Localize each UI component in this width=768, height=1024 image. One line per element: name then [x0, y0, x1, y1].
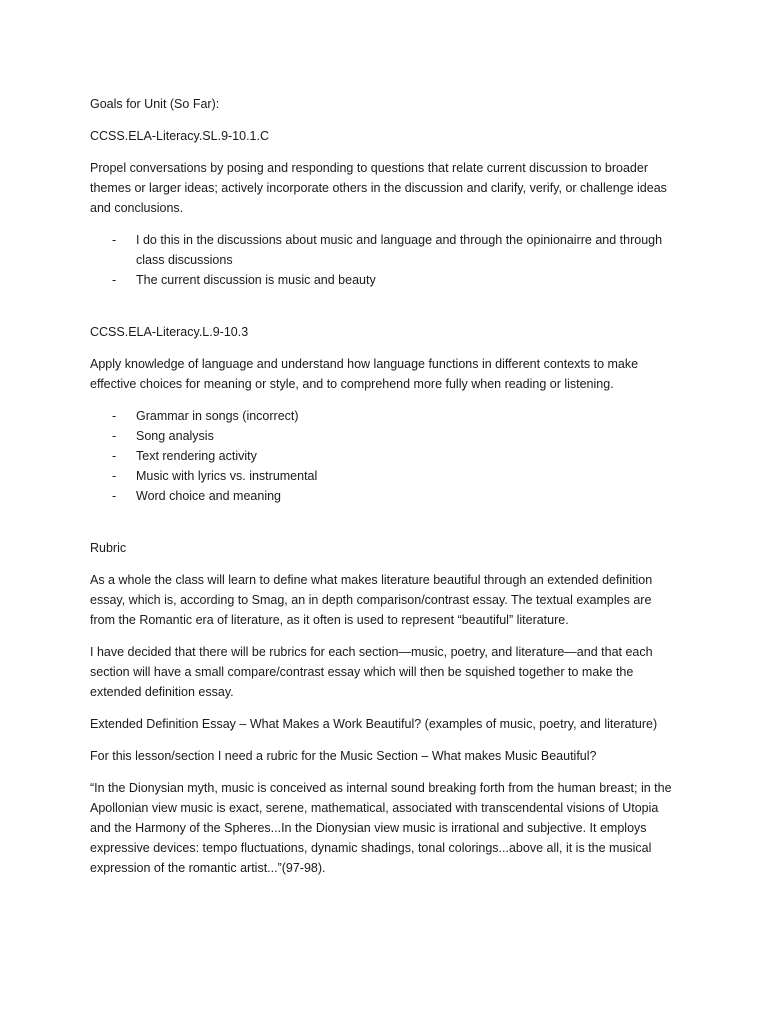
rubric-quote: “In the Dionysian myth, music is conceived as internal sound breaking forth from the human breast; in the Apollonian view music is exact, serene, mathematical, associated with transcendental visions of Utopia and the Harmony of the Spheres...In the Dionysian view music is irrational and subjective. It employs expressive devices: tempo fluctuations, dynamic shadings, tonal colorings...above all, it is the musical expression of the romantic artist...”(97-98).	[90, 781, 672, 875]
bullet-dash: -	[112, 429, 117, 443]
bullet-dash: -	[112, 233, 117, 247]
list-item	[90, 446, 678, 466]
list-item	[90, 406, 678, 426]
bullet-dash: -	[112, 469, 117, 483]
list-item-text: Text rendering activity	[136, 449, 257, 463]
standard-l-bullet-list	[90, 406, 678, 506]
bullet-dash: -	[112, 489, 117, 503]
standard-l-description: Apply knowledge of language and understand how language functions in different contexts to make effective choices for meaning or style, and to comprehend more fully when reading or listening.	[90, 357, 639, 391]
rubric-paragraph-3: Extended Definition Essay – What Makes a Work Beautiful? (examples of music, poetry, and literature)	[90, 717, 658, 731]
list-item	[90, 426, 678, 446]
standard-l-title: CCSS.ELA-Literacy.L.9-10.3	[90, 325, 249, 339]
list-item-text: Word choice and meaning	[136, 489, 281, 503]
bullet-dash: -	[112, 273, 117, 287]
list-item-text: Music with lyrics vs. instrumental	[136, 469, 318, 483]
document-page	[90, 94, 678, 890]
list-item	[90, 230, 678, 270]
spacer	[90, 518, 678, 538]
bullet-dash: -	[112, 449, 117, 463]
list-item	[90, 270, 678, 290]
standard-sl-bullet-list	[90, 230, 678, 290]
goals-title: Goals for Unit (So Far):	[90, 97, 220, 111]
standard-sl-title: CCSS.ELA-Literacy.SL.9-10.1.C	[90, 129, 270, 143]
list-item-text: Song analysis	[136, 429, 214, 443]
rubric-paragraph-4: For this lesson/section I need a rubric for the Music Section – What makes Music Beautiful?	[90, 749, 597, 763]
list-item-text: I do this in the discussions about music and language and through the opinionairre and through class discussions	[136, 233, 663, 267]
list-item	[90, 486, 678, 506]
rubric-title: Rubric	[90, 541, 127, 555]
rubric-paragraph-2: I have decided that there will be rubrics for each section—music, poetry, and literature—and that each section will have a small compare/contrast essay which will then be squished together to make the extended definition essay.	[90, 645, 653, 699]
spacer	[90, 302, 678, 322]
standard-sl-description: Propel conversations by posing and responding to questions that relate current discussion to broader themes or larger ideas; actively incorporate others in the discussion and clarify, verify, or challenge ideas and conclusions.	[90, 161, 667, 215]
bullet-dash: -	[112, 409, 117, 423]
list-item	[90, 466, 678, 486]
list-item-text: The current discussion is music and beauty	[136, 273, 376, 287]
rubric-paragraph-1: As a whole the class will learn to define what makes literature beautiful through an extended definition essay, which is, according to Smag, an in depth comparison/contrast essay. The textual examples are from the Romantic era of literature, as it often is used to represent “beautiful” literature.	[90, 573, 653, 627]
list-item-text: Grammar in songs (incorrect)	[136, 409, 299, 423]
